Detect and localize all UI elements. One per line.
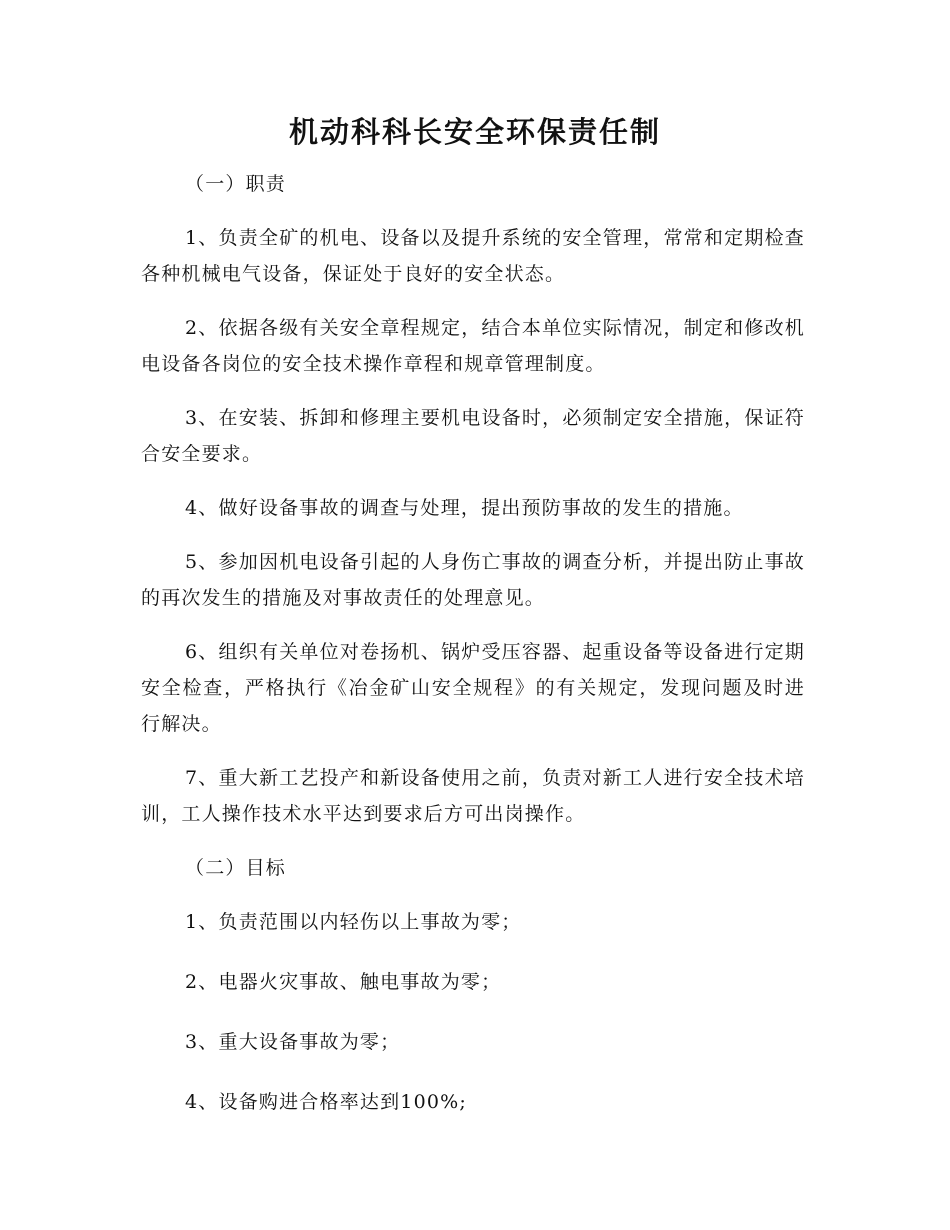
duty-item-1: 1、负责全矿的机电、设备以及提升系统的安全管理，常常和定期检查各种机械电气设备，保证处于良好的安全状态。: [141, 227, 805, 285]
target-item-2: 2、电器火灾事故、触电事故为零；: [185, 971, 502, 993]
section-heading-targets: （二）目标: [185, 857, 287, 879]
target-item-3: 3、重大设备事故为零；: [185, 1031, 401, 1053]
duty-item-4: 4、做好设备事故的调查与处理，提出预防事故的发生的措施。: [185, 497, 744, 519]
section-heading-duties: （一）职责: [185, 173, 287, 195]
duty-item-6: 6、组织有关单位对卷扬机、锅炉受压容器、起重设备等设备进行定期安全检查，严格执行《冶金矿山安全规程》的有关规定，发现问题及时进行解决。: [141, 641, 805, 735]
duty-item-3: 3、在安装、拆卸和修理主要机电设备时，必须制定安全措施，保证符合安全要求。: [141, 407, 805, 465]
target-item-1: 1、负责范围以内轻伤以上事故为零；: [185, 911, 522, 933]
target-item-4: 4、设备购进合格率达到100%;: [185, 1091, 468, 1113]
duty-item-2: 2、依据各级有关安全章程规定，结合本单位实际情况，制定和修改机电设备各岗位的安全技术操作章程和规章管理制度。: [141, 317, 805, 375]
document-body: [141, 166, 805, 1120]
duty-item-7: 7、重大新工艺投产和新设备使用之前，负责对新工人进行安全技术培训，工人操作技术水平达到要求后方可出岗操作。: [141, 767, 805, 825]
document-title: 机动科科长安全环保责任制: [288, 115, 661, 149]
duty-item-5: 5、参加因机电设备引起的人身伤亡事故的调查分析，并提出防止事故的再次发生的措施及对事故责任的处理意见。: [141, 551, 805, 609]
